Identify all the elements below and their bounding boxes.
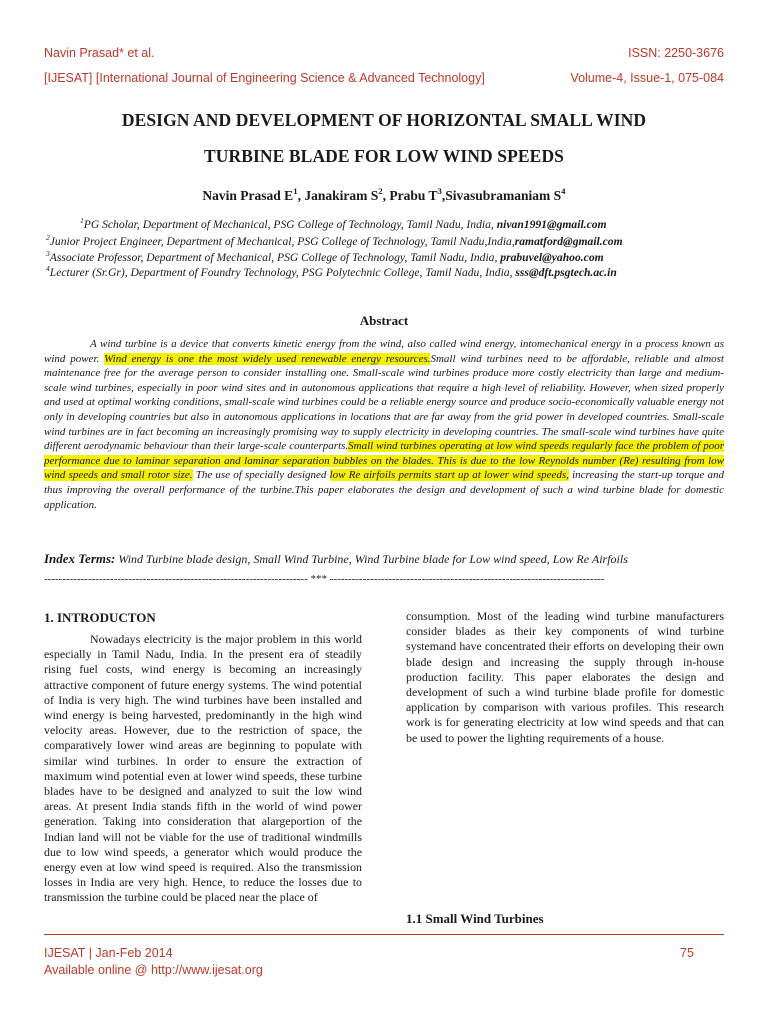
affiliation-2-text: Junior Project Engineer, Department of Mechanical, PSG College of Technology, Tamil Nadu,India, bbox=[49, 235, 515, 248]
affiliation-3-text: Associate Professor, Department of Mechanical, PSG College of Technology, Tamil Nadu, India, bbox=[49, 251, 501, 264]
affiliation-2-email[interactable]: ramatford@gmail.com bbox=[514, 235, 623, 248]
abstract-highlight-3: low Re airfoils permits start up at lower wind speeds, bbox=[329, 469, 569, 482]
intro-right-column bbox=[406, 609, 724, 746]
author-2: , Janakiram S bbox=[297, 188, 379, 203]
abstract-body bbox=[44, 337, 724, 512]
intro-left-column bbox=[44, 632, 362, 906]
journal-name: [International Journal of Engineering Science & Advanced Technology] bbox=[95, 71, 485, 85]
journal-abbr: [IJESAT] bbox=[44, 71, 93, 85]
header-journal bbox=[44, 71, 485, 85]
footer-issue: IJESAT | Jan-Feb 2014 bbox=[44, 946, 173, 960]
footer-rule bbox=[44, 934, 724, 935]
affiliation-3 bbox=[46, 251, 604, 264]
affiliation-4-num: 4 bbox=[46, 264, 50, 273]
abstract-highlight-2: Small wind turbines operating at low wind speeds regularly face the problem of poor performance due to laminar separation and laminar separation bubbles on the blades. This is due to the low Reynolds number (Re) resulting from low wind speeds and small rotor size. bbox=[44, 440, 724, 482]
index-terms-label: Index Terms: bbox=[44, 551, 116, 566]
abstract-heading: Abstract bbox=[359, 313, 409, 328]
affiliation-4-email[interactable]: sss@dft.psgtech.ac.in bbox=[515, 266, 617, 279]
affiliation-1-email[interactable]: nivan1991@gmail.com bbox=[496, 218, 607, 231]
author-2-sup: 2 bbox=[378, 186, 383, 196]
paper-title-line1: DESIGN AND DEVELOPMENT OF HORIZONTAL SMALL WIND bbox=[121, 110, 647, 130]
abstract-text-4: increasing the start-up torque and thus improving the overall performance of the turbine.This paper elaborates the design and development of such a wind turbine blade for domestic application. bbox=[44, 469, 724, 511]
abstract-text-1: A wind turbine is a device that converts kinetic energy from the wind, also called wind energy, intomechanical energy in a process known as wind power. bbox=[44, 338, 724, 365]
author-list bbox=[0, 188, 768, 204]
sub-heading-small-wind-turbines: 1.1 Small Wind Turbines bbox=[406, 911, 544, 926]
page-number: 75 bbox=[680, 946, 694, 960]
author-4: ,Sivasubramaniam S bbox=[441, 188, 562, 203]
header-issn: ISSN: 2250-3676 bbox=[628, 46, 724, 60]
author-3-sup: 3 bbox=[437, 186, 442, 196]
header-volume: Volume-4, Issue-1, 075-084 bbox=[570, 71, 724, 85]
affiliation-4 bbox=[46, 266, 617, 279]
abstract-highlight-1: Wind energy is one the most widely used renewable energy resources. bbox=[104, 352, 431, 365]
abstract-text-2: Small wind turbines need to be affordable, reliable and almost maintenance free for the average person to consider installing one. Small-scale wind turbines produce more costly electricity than large and medium-scale wind turbines, especially in poor wind sites and in autonomous applications that require a high level of reliability. However, when sized properly and used at optimal working conditions, small-scale wind turbines could be a reliable energy source and produce socio-economically valuable energy not only in developing countries but also in autonomous applications in locations that are far away from the grid power in developed countries. Small-scale wind turbines are in fact becoming an increasingly promising way to supply electricity in developing countries. The small-scale wind turbines have quite different aerodynamic behaviour than their large-scale counterparts. bbox=[44, 352, 724, 453]
author-3: , Prabu T bbox=[382, 188, 438, 203]
affiliation-1-text: PG Scholar, Department of Mechanical, PSG College of Technology, Tamil Nadu, India, bbox=[83, 218, 497, 231]
affiliation-2 bbox=[46, 235, 623, 248]
index-terms bbox=[44, 551, 734, 567]
affiliation-4-text: Lecturer (Sr.Gr), Department of Foundry Technology, PSG Polytechnic College, Tamil Nadu, India, bbox=[49, 266, 516, 279]
author-1-sup: 1 bbox=[293, 186, 298, 196]
intro-paragraph: Nowadays electricity is the major problem in this world especially in Tamil Nadu, India. In the present era of steadily rising fuel costs, wind energy is becoming an increasingly attractive component of future energy systems. The wind potential of India is very high. The wind turbines have been installed and wind energy is being harvested, predominantly in the high wind velocity areas. However, due to the restriction of space, the comparatively lower wind areas are beginning to populate with similar wind turbines. In order to ensure the extraction of maximum wind potential even at lower wind speeds, these turbine blades have to be designed and analyzed to suit the low wind areas. At present India stands fifth in the world of wind power generation. Taking into consideration that alargeportion of the Indian land will not be viable for the use of traditional windmills due to low wind speeds, a generator which would produce the energy even at low wind speed is required. Also the transmission losses in India are very high. Hence, to reduce the losses due to transmission the turbine could be placed near the place of bbox=[44, 632, 362, 905]
header-author: Navin Prasad* et al. bbox=[44, 46, 155, 60]
affiliation-3-email[interactable]: prabuvel@yahoo.com bbox=[500, 251, 604, 264]
affiliation-2-num: 2 bbox=[46, 233, 50, 242]
intro-heading: 1. INTRODUCTON bbox=[44, 610, 156, 625]
footer-online[interactable]: Available online @ http://www.ijesat.org bbox=[44, 963, 263, 977]
index-terms-text: Wind Turbine blade design, Small Wind Turbine, Wind Turbine blade for Low wind speed, Low Re Airfoils bbox=[115, 552, 628, 566]
section-divider: ------------------------------------------------------------------------ *** --------------------------------------------------------------------------- bbox=[44, 573, 605, 585]
abstract-text-3: The use of specially designed bbox=[192, 469, 330, 482]
author-1: Navin Prasad E bbox=[202, 188, 294, 203]
intro-continuation: consumption. Most of the leading wind turbine manufacturers consider blades as their key components of wind turbine systemand have concentrated their efforts on developing their own blade design and increasing the supply through in-house production facility. This paper elaborates the design and development of such a wind turbine blade profile for domestic application by comparison with various profiles. This research work is for generating electricity at low wind speeds and that can be used to power the lighting requirements of a house. bbox=[406, 609, 724, 745]
affiliation-1 bbox=[80, 218, 607, 231]
affiliation-1-num: 1 bbox=[80, 216, 84, 225]
paper-title-line2: TURBINE BLADE FOR LOW WIND SPEEDS bbox=[203, 146, 565, 166]
affiliation-3-num: 3 bbox=[46, 249, 50, 258]
author-4-sup: 4 bbox=[561, 186, 566, 196]
